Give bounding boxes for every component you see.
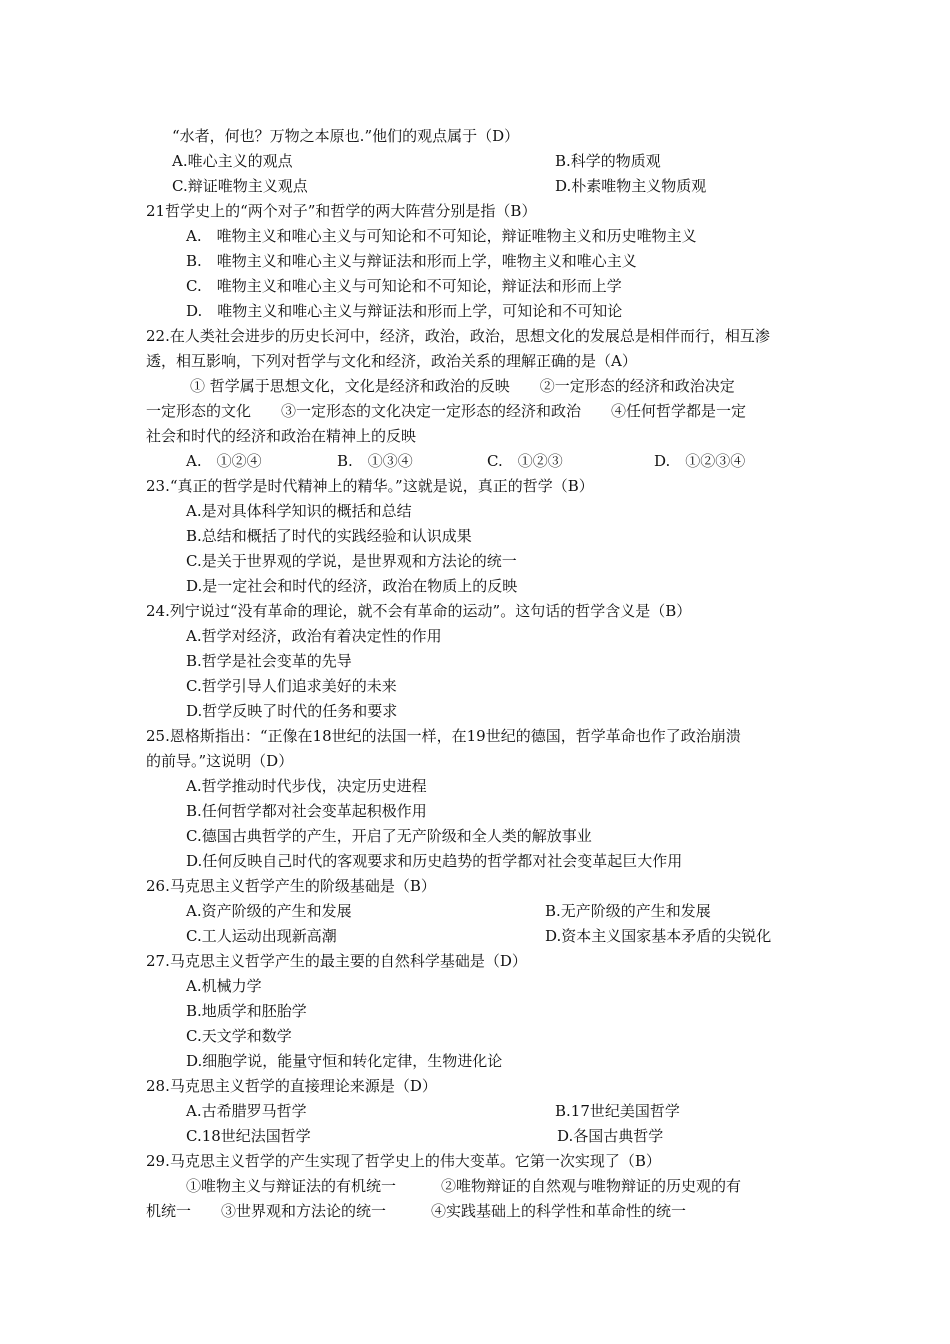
q20-stem: “水者，何也？万物之本原也.”他们的观点属于（D）	[172, 127, 520, 145]
q28-option-d: D.各国古典哲学	[557, 1127, 664, 1145]
q22-stem-line1: 22.在人类社会进步的历史长河中，经济，政治，政治，思想文化的发展总是相伴而行，相互渗	[146, 327, 770, 345]
q23-option-a: A.是对具体科学知识的概括和总结	[186, 502, 412, 520]
q22-statements-line3: 社会和时代的经济和政治在精神上的反映	[146, 427, 417, 445]
q23-option-c: C.是关于世界观的学说，是世界观和方法论的统一	[186, 552, 517, 570]
q28-option-c: C.18世纪法国哲学	[186, 1127, 311, 1145]
q29-statements-line1: ①唯物主义与辩证法的有机统一 ②唯物辩证的自然观与唯物辩证的历史观的有	[186, 1177, 742, 1195]
q28-option-a: A.古希腊罗马哲学	[186, 1102, 307, 1120]
q27-stem: 27.马克思主义哲学产生的最主要的自然科学基础是（D）	[146, 952, 527, 970]
q24-option-b: B.哲学是社会变革的先导	[186, 652, 352, 670]
q28-option-b: B.17世纪美国哲学	[555, 1102, 680, 1120]
q26-option-a: A.资产阶级的产生和发展	[186, 902, 352, 920]
q25-option-d: D.任何反映自己时代的客观要求和历史趋势的哲学都对社会变革起巨大作用	[186, 852, 683, 870]
q23-option-b: B.总结和概括了时代的实践经验和认识成果	[186, 527, 472, 545]
q28-stem: 28.马克思主义哲学的直接理论来源是（D）	[146, 1077, 437, 1095]
q24-option-d: D.哲学反映了时代的任务和要求	[186, 702, 398, 720]
q27-option-b: B.地质学和胚胎学	[186, 1002, 307, 1020]
q25-option-a: A.哲学推动时代步伐，决定历史进程	[186, 777, 427, 795]
q22-statements-line1: ① 哲学属于思想文化，文化是经济和政治的反映 ②一定形态的经济和政治决定	[190, 377, 735, 395]
q20-option-d: D.朴素唯物主义物质观	[555, 177, 707, 195]
q21-option-b: B. 唯物主义和唯心主义与辩证法和形而上学，唯物主义和唯心主义	[186, 252, 637, 270]
q21-option-a: A. 唯物主义和唯心主义与可知论和不可知论，辩证唯物主义和历史唯物主义	[186, 227, 697, 245]
q20-option-c: C.辩证唯物主义观点	[172, 177, 308, 195]
q25-option-b: B.任何哲学都对社会变革起积极作用	[186, 802, 427, 820]
q23-stem: 23.“真正的哲学是时代精神上的精华。”这就是说，真正的哲学（B）	[146, 477, 594, 495]
q22-statements-line2: 一定形态的文化 ③一定形态的文化决定一定形态的经济和政治 ④任何哲学都是一定	[146, 402, 747, 420]
q26-stem: 26.马克思主义哲学产生的阶级基础是（B）	[146, 877, 436, 895]
q21-option-c: C. 唯物主义和唯心主义与可知论和不可知论，辩证法和形而上学	[186, 277, 622, 295]
q27-option-a: A.机械力学	[186, 977, 262, 995]
q23-option-d: D.是一定社会和时代的经济，政治在物质上的反映	[186, 577, 518, 595]
q24-option-a: A.哲学对经济，政治有着决定性的作用	[186, 627, 442, 645]
q26-option-d: D.资本主义国家基本矛盾的尖锐化	[545, 927, 772, 945]
q25-stem-line1: 25.恩格斯指出：“正像在18世纪的法国一样，在19世纪的德国，哲学革命也作了政治崩溃	[146, 727, 741, 745]
q22-option-d: D. ①②③④	[654, 452, 746, 470]
q25-option-c: C.德国古典哲学的产生，开启了无产阶级和全人类的解放事业	[186, 827, 592, 845]
q22-stem-line2: 透，相互影响，下列对哲学与文化和经济，政治关系的理解正确的是（A）	[146, 352, 637, 370]
q22-option-c: C. ①②③	[487, 452, 563, 470]
q27-option-d: D.细胞学说，能量守恒和转化定律，生物进化论	[186, 1052, 503, 1070]
q21-stem: 21哲学史上的“两个对子”和哲学的两大阵营分别是指（B）	[146, 202, 537, 220]
q24-stem: 24.列宁说过“没有革命的理论，就不会有革命的运动”。这句话的哲学含义是（B）	[146, 602, 692, 620]
q22-option-a: A. ①②④	[186, 452, 262, 470]
q21-option-d: D. 唯物主义和唯心主义与辩证法和形而上学，可知论和不可知论	[186, 302, 623, 320]
q29-statements-line2: 机统一 ③世界观和方法论的统一 ④实践基础上的科学性和革命性的统一	[146, 1202, 687, 1220]
q20-option-a: A.唯心主义的观点	[172, 152, 293, 170]
q25-stem-line2: 的前导。”这说明（D）	[146, 752, 294, 770]
q27-option-c: C.天文学和数学	[186, 1027, 292, 1045]
q26-option-b: B.无产阶级的产生和发展	[545, 902, 711, 920]
q24-option-c: C.哲学引导人们追求美好的未来	[186, 677, 397, 695]
q22-option-b: B. ①③④	[337, 452, 413, 470]
q20-option-b: B.科学的物质观	[555, 152, 661, 170]
q26-option-c: C.工人运动出现新高潮	[186, 927, 337, 945]
q29-stem: 29.马克思主义哲学的产生实现了哲学史上的伟大变革。它第一次实现了（B）	[146, 1152, 661, 1170]
